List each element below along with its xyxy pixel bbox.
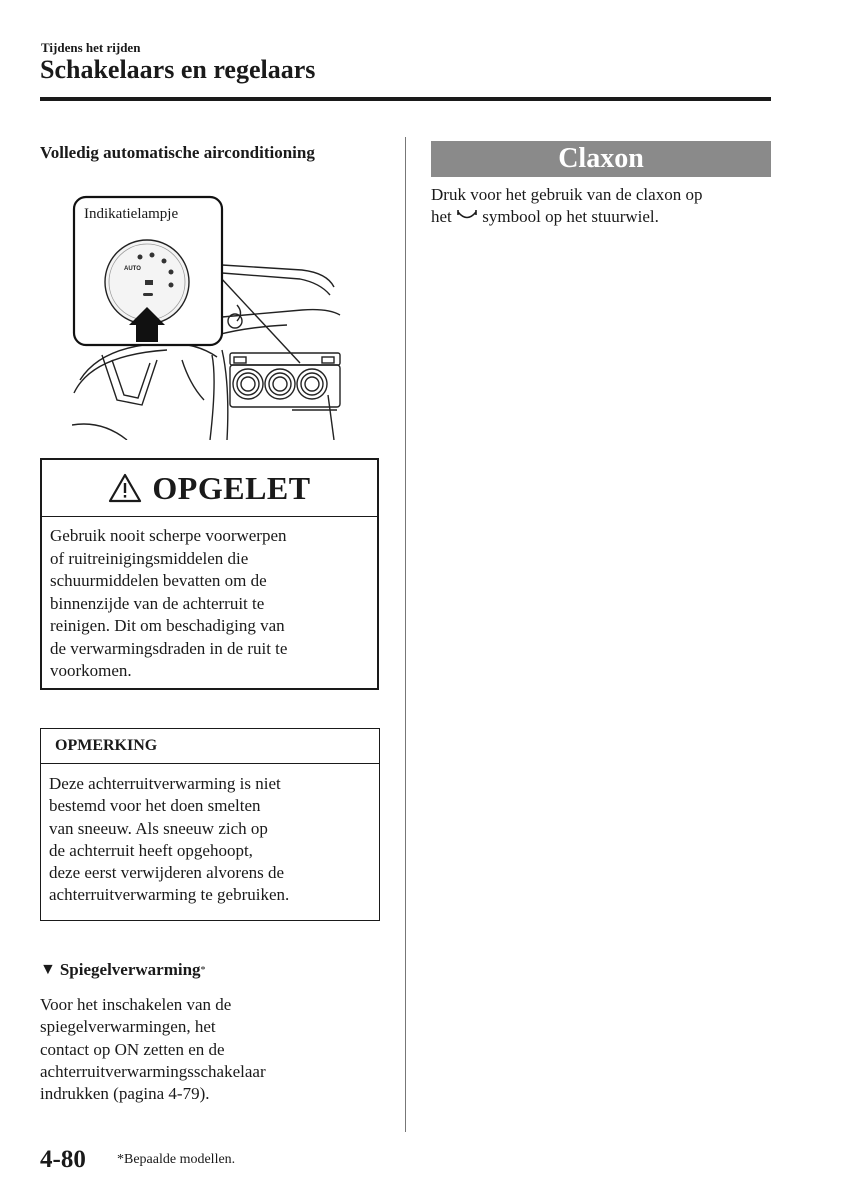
dial-auto-text: AUTO bbox=[124, 266, 141, 272]
claxon-text bbox=[431, 184, 702, 229]
mirror-line: indrukken (pagina 4-79). bbox=[40, 1084, 210, 1104]
triangle-marker-icon: ▼ bbox=[40, 961, 56, 978]
warning-triangle-icon bbox=[108, 473, 142, 503]
claxon-title: Claxon bbox=[431, 141, 771, 177]
note-text bbox=[41, 764, 379, 907]
page-number: 4-80 bbox=[40, 1146, 86, 1173]
claxon-line: Druk voor het gebruik van de claxon op bbox=[431, 185, 703, 204]
caution-header bbox=[42, 460, 377, 517]
note-box bbox=[40, 728, 380, 921]
caution-line: reinigen. Dit om beschadiging van bbox=[50, 616, 285, 635]
page-title: Schakelaars en regelaars bbox=[40, 55, 316, 84]
note-line: bestemd voor het doen smelten bbox=[49, 796, 261, 816]
mirror-line: achterruitverwarmingsschakelaar bbox=[40, 1061, 266, 1081]
footnote: *Bepaalde modellen. bbox=[117, 1152, 236, 1167]
caution-line: binnenzijde van de achterruit te bbox=[50, 593, 265, 613]
caution-line: de verwarmingsdraden in de ruit te bbox=[50, 638, 288, 658]
header-rule bbox=[40, 97, 771, 101]
note-title: OPMERKING bbox=[41, 729, 379, 764]
ac-heading: Volledig automatische airconditioning bbox=[40, 143, 315, 162]
caution-line: Gebruik nooit scherpe voorwerpen bbox=[50, 526, 287, 545]
claxon-line-2 bbox=[431, 206, 702, 228]
mirror-heating-heading bbox=[40, 960, 206, 980]
indicator-label: Indikatielampje bbox=[84, 206, 179, 222]
caution-line: voorkomen. bbox=[50, 661, 132, 680]
section-label: Tijdens het rijden bbox=[41, 40, 141, 55]
mirror-line: contact op ON zetten en de bbox=[40, 1039, 225, 1059]
note-line: de achterruit heeft opgehoopt, bbox=[49, 840, 253, 860]
caution-box bbox=[40, 458, 379, 690]
note-line: achterruitverwarming te gebruiken. bbox=[49, 885, 290, 905]
horn-icon bbox=[456, 209, 478, 223]
claxon-line-end: symbool op het stuurwiel. bbox=[482, 207, 659, 227]
mirror-line: Voor het inschakelen van de bbox=[40, 995, 232, 1014]
asterisk: * bbox=[200, 964, 206, 976]
caution-title: OPGELET bbox=[152, 469, 311, 506]
caution-line: of ruitreinigingsmiddelen die bbox=[50, 548, 249, 568]
claxon-line-start: het bbox=[431, 207, 452, 227]
mirror-heating-text bbox=[40, 994, 266, 1105]
dashboard-illustration bbox=[72, 195, 342, 440]
column-divider bbox=[405, 137, 406, 1132]
mirror-line: spiegelverwarmingen, het bbox=[40, 1017, 216, 1037]
note-line: van sneeuw. Als sneeuw zich op bbox=[49, 818, 268, 838]
note-line: deze eerst verwijderen alvorens de bbox=[49, 863, 285, 883]
mirror-heading-text: Spiegelverwarming bbox=[59, 960, 201, 979]
note-line: Deze achterruitverwarming is niet bbox=[49, 774, 281, 793]
caution-line: schuurmiddelen bevatten om de bbox=[50, 571, 267, 590]
caution-text bbox=[42, 517, 377, 683]
